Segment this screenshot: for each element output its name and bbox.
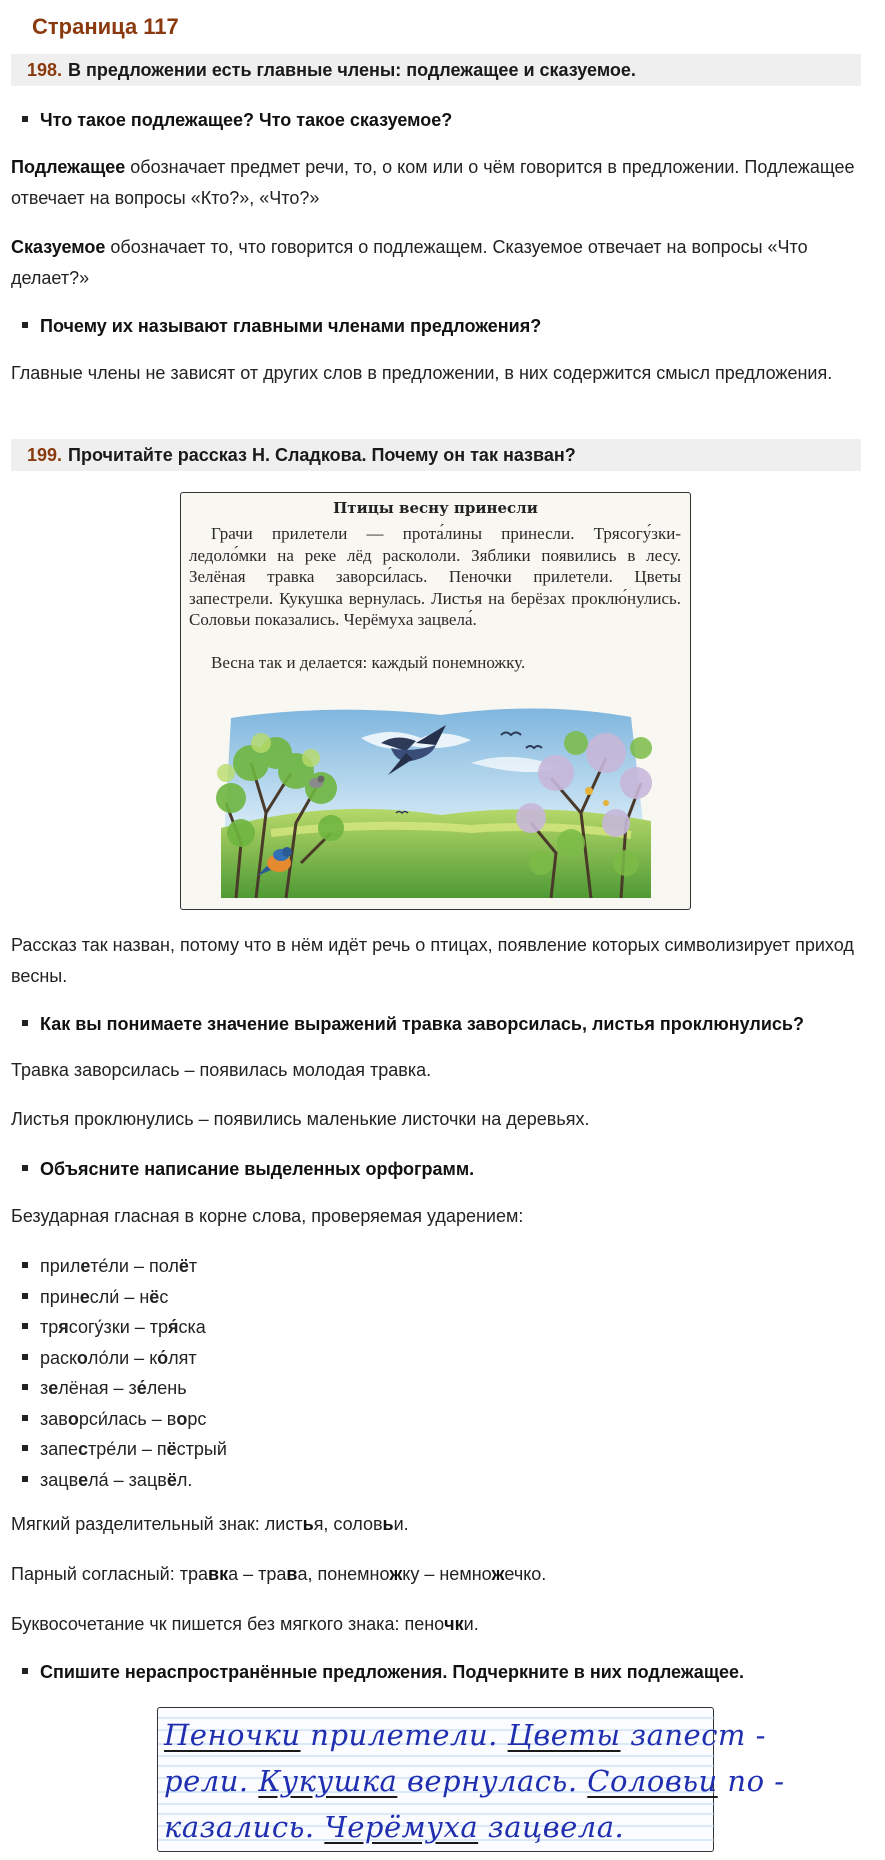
definition-subject-text: обозначает предмет речи, то, о ком или о чём говорится в предложении. Подлежащее отвечает на вопросы «Кто?», «Что?»: [11, 157, 855, 208]
task-199-header: [11, 439, 861, 471]
definition-predicate: [11, 232, 861, 294]
textbook-excerpt: [180, 492, 691, 910]
soft-sign-rule: Мягкий разделительный знак: листья, соловьи.: [11, 1514, 409, 1534]
handwriting-line-3: казались. Черёмуха зацвела.: [164, 1810, 625, 1844]
handwriting-line-1: Пеночки прилетели. Цветы запест -: [164, 1718, 766, 1752]
story-text: Грачи прилетели — прота́лины принесли. Трясогу́зки-ледоло́мки на реке лёд раскололи. Зяблики появились в лесу. Зелёная травка заворси́лась. Пеночки прилетели. Цветы запестрели. Кукушка вернулась. Листья на берёзах проклю́нулись. Соловьи показались. Черёмуха зацвела́.: [189, 524, 681, 629]
definition-predicate-text: обозначает то, что говорится о подлежащем. Сказуемое отвечает на вопросы «Что делает?»: [11, 237, 808, 288]
answer-3-1: Травка заворсилась – появилась молодая травка.: [11, 1060, 432, 1080]
term-subject: Подлежащее: [11, 157, 126, 177]
definition-subject: [11, 152, 861, 214]
answer-2: Главные члены не зависят от других слов в предложении, в них содержится смысл предложения.: [11, 363, 833, 383]
chk-rule: Буквосочетание чк пишется без мягкого знака: пеночки.: [11, 1614, 479, 1634]
task-198-header: [11, 54, 861, 86]
list-item: принесли́ – нёс: [22, 1282, 227, 1313]
task-number: 199.: [27, 445, 63, 465]
story-last-line: Весна так и делается: каждый понемножку.: [211, 653, 526, 672]
question-3: Как вы понимаете значение выражений травка заворсилась, листья проклюнулись?: [22, 1014, 804, 1035]
handwriting-line-2: рели. Кукушка вернулась. Соловьи по -: [164, 1764, 785, 1798]
answer-title-meaning: Рассказ так назван, потому что в нём идёт речь о птицах, появление которых символизирует приход весны.: [11, 935, 854, 986]
story-title: Птицы весну принесли: [333, 499, 538, 517]
spring-birds-illustration: [211, 703, 661, 903]
list-item: трясогу́зки – тря́ска: [22, 1312, 227, 1343]
question-1: Что такое подлежащее? Что такое сказуемое?: [22, 110, 452, 131]
question-5: Спишите нераспространённые предложения. Подчеркните в них подлежащее.: [22, 1662, 744, 1683]
list-item: расколо́ли – ко́лят: [22, 1343, 227, 1374]
list-item: зелёная – зе́лень: [22, 1373, 227, 1404]
list-item: зацвела́ – зацвёл.: [22, 1465, 227, 1496]
task-text: Прочитайте рассказ Н. Сладкова. Почему он так назван?: [68, 445, 576, 465]
task-number: 198.: [27, 60, 63, 80]
orthogram-list: [22, 1251, 227, 1495]
page-title: Страница 117: [32, 14, 179, 39]
question-4: Объясните написание выделенных орфограмм.: [22, 1159, 474, 1180]
orthogram-intro: Безударная гласная в корне слова, проверяемая ударением:: [11, 1206, 524, 1226]
handwritten-answer: [157, 1707, 785, 1852]
answer-3-2: Листья проклюнулись – появились маленькие листочки на деревьях.: [11, 1109, 590, 1129]
paired-consonant-rule: Парный согласный: травка – трава, понемножку – немножечко.: [11, 1564, 547, 1584]
task-text: В предложении есть главные члены: подлежащее и сказуемое.: [68, 60, 636, 80]
term-predicate: Сказуемое: [11, 237, 106, 257]
list-item: прилете́ли – полёт: [22, 1251, 227, 1282]
list-item: заворси́лась – ворс: [22, 1404, 227, 1435]
list-item: запестре́ли – пёстрый: [22, 1434, 227, 1465]
question-2: Почему их называют главными членами предложения?: [22, 316, 541, 337]
